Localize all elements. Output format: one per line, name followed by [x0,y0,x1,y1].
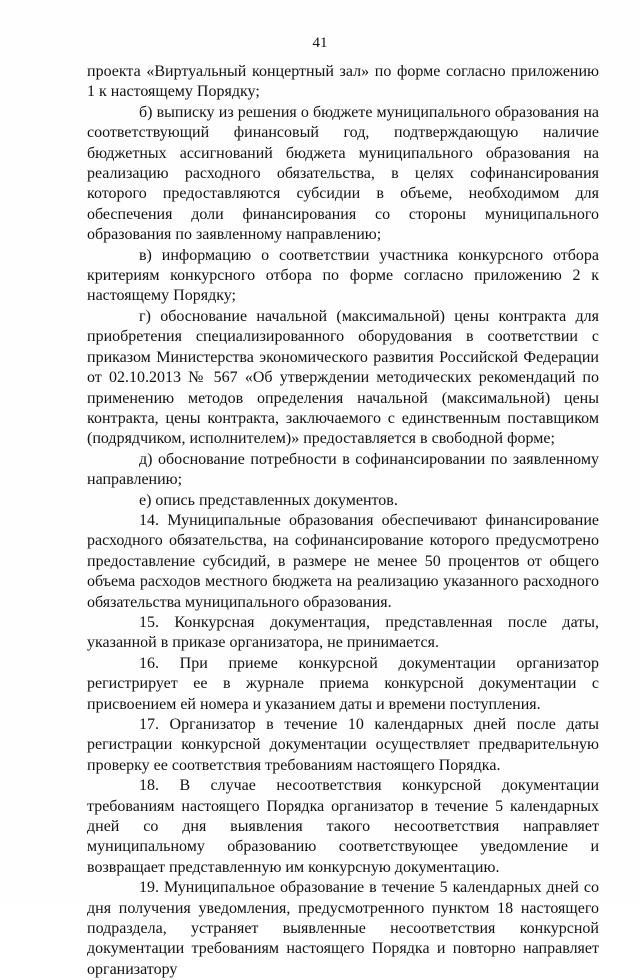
paragraph-15: 15. Конкурсная документация, представленная после даты, указанной в приказе организатора, не принимается. [87,613,599,652]
paragraph-item-v: в) информацию о соответствии участника конкурсного отбора критериям конкурсного отбора по форме согласно приложению 2 к настоящему Порядку; [87,246,599,305]
paragraph-item-g: г) обоснование начальной (максимальной) цены контракта для приобретения специализированного оборудования в соответствии с приказом Министерства экономического развития Российской Федерации от 02.10.2013 № 567 «Об утверждении методических рекомендаций по применению методов определения начальной (максимальной) цены контракта, цены контракта, заключаемого с единственным поставщиком (подрядчиком, исполнителем)» предоставляется в свободной форме; [87,307,599,448]
paragraph-17: 17. Организатор в течение 10 календарных дней после даты регистрации конкурсной документации осуществляет предварительную проверку ее соответствия требованиям настоящего Порядка. [87,716,599,774]
page-number: 41 [312,35,328,51]
paragraph-19: 19. Муниципальное образование в течение 5 календарных дней со дня получения уведомления, предусмотренного пунктом 18 настоящего подраздела, устраняет выявленные несоответствия конкурсной документации требованиям настоящего Порядка и повторно направляет организатору [87,879,599,978]
paragraph-14: 14. Муниципальные образования обеспечивают финансирование расходного обязательства, на софинансирование которого предусмотрено предоставление субсидий, в размере не менее 50 процентов от общего объема расходов местного бюджета на реализацию указанного расходного обязательства муниципального образования. [87,511,599,611]
paragraph-item-b: б) выписку из решения о бюджете муниципального образования на соответствующий финансовый год, подтверждающую наличие бюджетных ассигнований бюджета муниципального образования на реализацию расходного обязательства, в целях софинансирования которого предоставляются субсидии в объеме, необходимом для обеспечения доли финансирования со стороны муниципального образования по заявленному направлению; [87,103,599,244]
paragraph-item-d: д) обоснование потребности в софинансировании по заявленному направлению; [87,450,599,489]
document-body [87,62,599,980]
paragraph-continuation: проекта «Виртуальный концертный зал» по форме согласно приложению 1 к настоящему Порядку; [87,63,599,101]
paragraph-16: 16. При приеме конкурсной документации организатор регистрирует ее в журнале приема конкурсной документации с присвоением ей номера и указанием даты и времени поступления. [87,654,599,713]
paragraph-item-e: е) опись представленных документов. [139,491,398,509]
paragraph-18: 18. В случае несоответствия конкурсной документации требованиям настоящего Порядка организатор в течение 5 календарных дней со дня выявления такого несоответствия направляет муниципальному образованию соответствующее уведомление и возвращает представленную им конкурсную документацию. [87,777,599,876]
